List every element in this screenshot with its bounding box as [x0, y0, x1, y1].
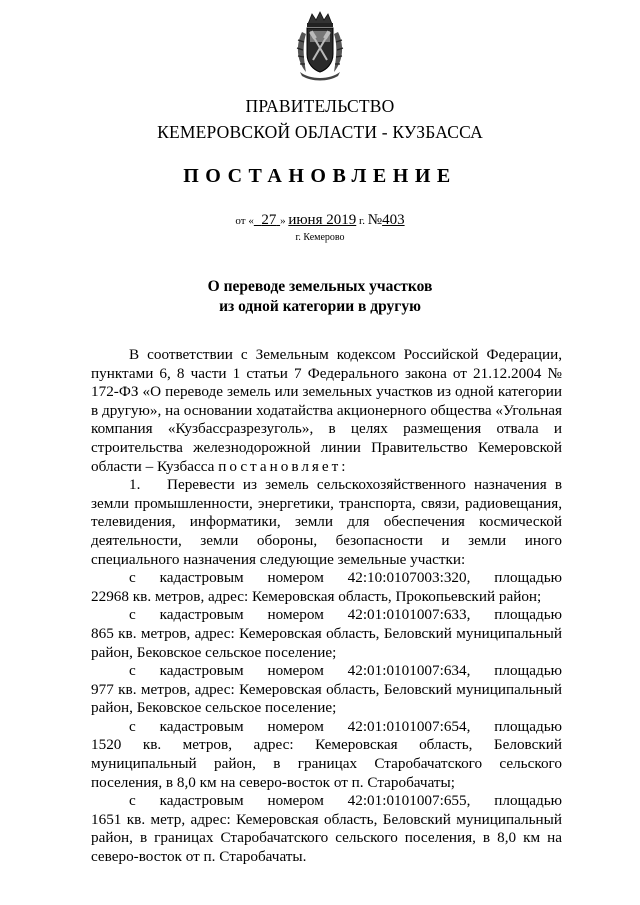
item-1-paragraph: [91, 476, 562, 569]
document-number: 403: [382, 212, 405, 228]
parcel-prefix: с: [129, 606, 136, 624]
parcel-cadastral-number: 42:01:0101007:654,: [347, 717, 471, 735]
parcel-item: [91, 606, 562, 662]
parcel-area-word: площадью: [494, 792, 562, 810]
intro-paragraph: [91, 346, 562, 476]
parcel-cadastral-number: 42:01:0101007:633,: [347, 606, 471, 624]
parcel-label: кадастровым: [159, 569, 244, 587]
parcel-item: [91, 662, 562, 718]
government-name-line2: КЕМЕРОВСКОЙ ОБЛАСТИ - КУЗБАССА: [157, 122, 483, 142]
document-type-title: ПОСТАНОВЛЕНИЕ: [183, 165, 457, 187]
parcel-area-word: площадью: [494, 662, 562, 680]
parcel-details: 1520 кв. метров, адрес: Кемеровская область, Беловский муниципальный район, в границах Старобачатского сельского поселения, в 8,0 км на северо-восток от п. Старобачаты;: [91, 736, 562, 791]
parcel-area-word: площадью: [494, 606, 562, 624]
parcel-details: 22968 кв. метров, адрес: Кемеровская область, Прокопьевский район;: [91, 587, 542, 605]
parcel-cadastral-number: 42:10:0107003:320,: [347, 569, 471, 587]
parcel-head: [91, 662, 562, 681]
item-1-text: Перевести из земель сельскохозяйственного назначения в земли промышленности, энергетики, транспорта, связи, радиовещания, телевидения, информатики, земли для обеспечения космической деятельности, земли обороны, безопасности и земли иного специального назначения следующие земельные участки:: [91, 476, 562, 568]
document-date-line: [0, 212, 640, 229]
document-city: г. Кемерово: [295, 232, 345, 243]
parcel-label2: номером: [267, 792, 324, 810]
parcel-details: 977 кв. метров, адрес: Кемеровская область, Беловский муниципальный район, Бековское сельское поселение;: [91, 680, 562, 717]
date-mid: »: [280, 215, 286, 227]
parcel-item: [91, 718, 562, 792]
date-day: 27: [261, 212, 277, 228]
date-prefix: от «: [235, 215, 254, 227]
intro-text: В соответствии с Земельным кодексом Российской Федерации, пунктами 6, 8 части 1 статьи 7 Федерального закона от 21.12.2004 № 172-ФЗ «О переводе земель или земельных участков из одной категории в другую», на основании ходатайства акционерного общества «Угольная компания «Кузбассразрезуголь», в целях размещения отвала и строительства железнодорожной линии Правительство Кемеровской области – Кузбасса: [91, 346, 562, 475]
number-sign: №: [367, 212, 383, 228]
item-1-number: 1.: [129, 476, 141, 494]
parcel-label: кадастровым: [159, 662, 244, 680]
document-subject: [0, 277, 640, 317]
parcel-area-word: площадью: [494, 717, 562, 735]
decree-word: постановляет:: [218, 457, 349, 475]
parcel-cadastral-number: 42:01:0101007:655,: [347, 792, 471, 810]
document-body: [91, 346, 562, 867]
parcel-item: [91, 792, 562, 866]
parcel-label2: номером: [267, 569, 324, 587]
parcel-details: 865 кв. метров, адрес: Кемеровская область, Беловский муниципальный район, Бековское сельское поселение;: [91, 624, 562, 661]
parcel-head: [91, 792, 562, 811]
date-year-suffix: г.: [359, 215, 366, 227]
parcel-prefix: с: [129, 662, 136, 680]
parcel-label2: номером: [267, 606, 324, 624]
parcel-prefix: с: [129, 717, 136, 735]
parcel-details: 1651 кв. метр, адрес: Кемеровская область, Беловский муниципальный район, в границах Старобачатского сельского поселения, в 8,0 км на северо-восток от п. Старобачаты.: [91, 810, 562, 866]
parcel-label2: номером: [267, 662, 324, 680]
coat-of-arms-icon: [292, 10, 348, 82]
parcel-label2: номером: [267, 717, 324, 735]
parcel-prefix: с: [129, 569, 136, 587]
government-name-line1: ПРАВИТЕЛЬСТВО: [245, 96, 395, 116]
parcel-list: [91, 569, 562, 867]
date-month-year: июня 2019: [288, 212, 357, 228]
parcel-prefix: с: [129, 792, 136, 810]
parcel-label: кадастровым: [159, 717, 244, 735]
parcel-cadastral-number: 42:01:0101007:634,: [347, 662, 471, 680]
parcel-label: кадастровым: [159, 792, 244, 810]
parcel-area-word: площадью: [494, 569, 562, 587]
subject-line1: О переводе земельных участков: [207, 278, 433, 295]
parcel-label: кадастровым: [159, 606, 244, 624]
subject-line2: из одной категории в другую: [219, 298, 421, 315]
parcel-head: [91, 718, 562, 737]
parcel-head: [91, 569, 562, 588]
parcel-head: [91, 606, 562, 625]
parcel-item: [91, 569, 562, 606]
